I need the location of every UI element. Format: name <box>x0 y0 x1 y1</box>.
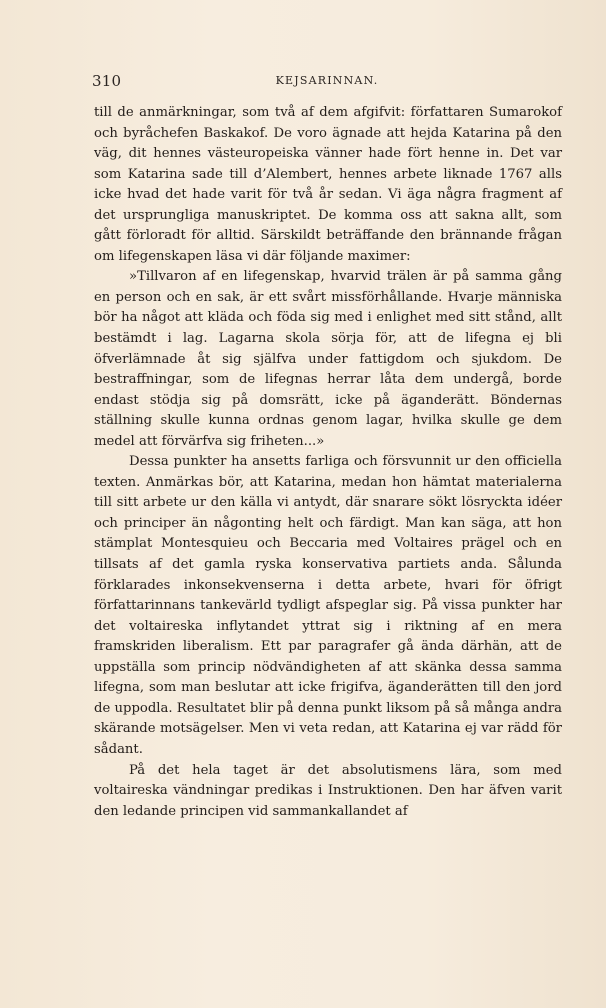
paragraph-1: till de anmärkningar, som två af dem afgifvit: författaren Sumarokof och byråchefen Baskakof. De voro ägnade att hejda Katarina på den väg, dit hennes västeuropeiska vänner hade fört henne in. Det var som Katarina sade till d’Alembert, hennes arbete liknade 1767 alls icke hvad det hade varit för två år sedan. Vi äga några fragment af det ursprungliga manuskriptet. De komma oss att sakna allt, som gått förloradt för alltid. Särskildt beträffande den brännande frågan om lifegenskapen läsa vi där följande maximer: <box>94 105 562 264</box>
running-title: KEJSARINNAN. <box>275 74 379 87</box>
page-header <box>92 72 562 92</box>
paragraph-3: Dessa punkter ha ansetts farliga och försvunnit ur den officiella texten. Anmärkas bör, att Katarina, medan hon hämtat materialerna till sitt arbete ur den källa vi antydt, där snarare sökt lösryckta idéer och principer än någonting helt och färdigt. Man kan säga, att hon stämplat Montesquieu och Beccaria med Voltaires prägel och en tillsats af det gamla ryska konservativa partiets anda. Sålunda förklarades inkonsekvenserna i detta arbete, hvari för öfrigt författarinnans tankevärld tydligt afspeglar sig. På vissa punkter har det voltaireska inflytandet yttrat sig i riktning af en mera framskriden liberalism. Ett par paragrafer gå ända därhän, att de uppställa som princip nödvändigheten af att skänka dessa samma lifegna, som man beslutar att icke frigifva, äganderätten till den jord de uppodla. Resultatet blir på denna punkt liksom på så många andra skärande motsägelser. Men vi veta redan, att Katarina ej var rädd för sådant. <box>94 454 562 757</box>
paragraph-quote: »Tillvaron af en lifegenskap, hvarvid trälen är på samma gång en person och en sak, är ett svårt missförhållande. Hvarje människa bör ha något att kläda och föda sig med i enlighet med sitt stånd, allt bestämdt i lag. Lagarna skola sörja för, att de lifegna ej bli öfverlämnade åt sig själfva under fattigdom och sjukdom. De bestraffningar, som de lifegnas herrar låta dem undergå, borde endast stödja sig på domsrätt, icke på äganderätt. Böndernas ställning skulle kunna ordnas genom lagar, hvilka skulle ge dem medel att förvärfva sig friheten...» <box>94 269 562 449</box>
body-text <box>94 103 562 822</box>
page-number: 310 <box>92 72 122 90</box>
paragraph-4: På det hela taget är det absolutismens lära, som med voltaireska vändningar predikas i Instruktionen. Den har äfven varit den ledande principen vid sammankallandet af <box>94 762 562 819</box>
